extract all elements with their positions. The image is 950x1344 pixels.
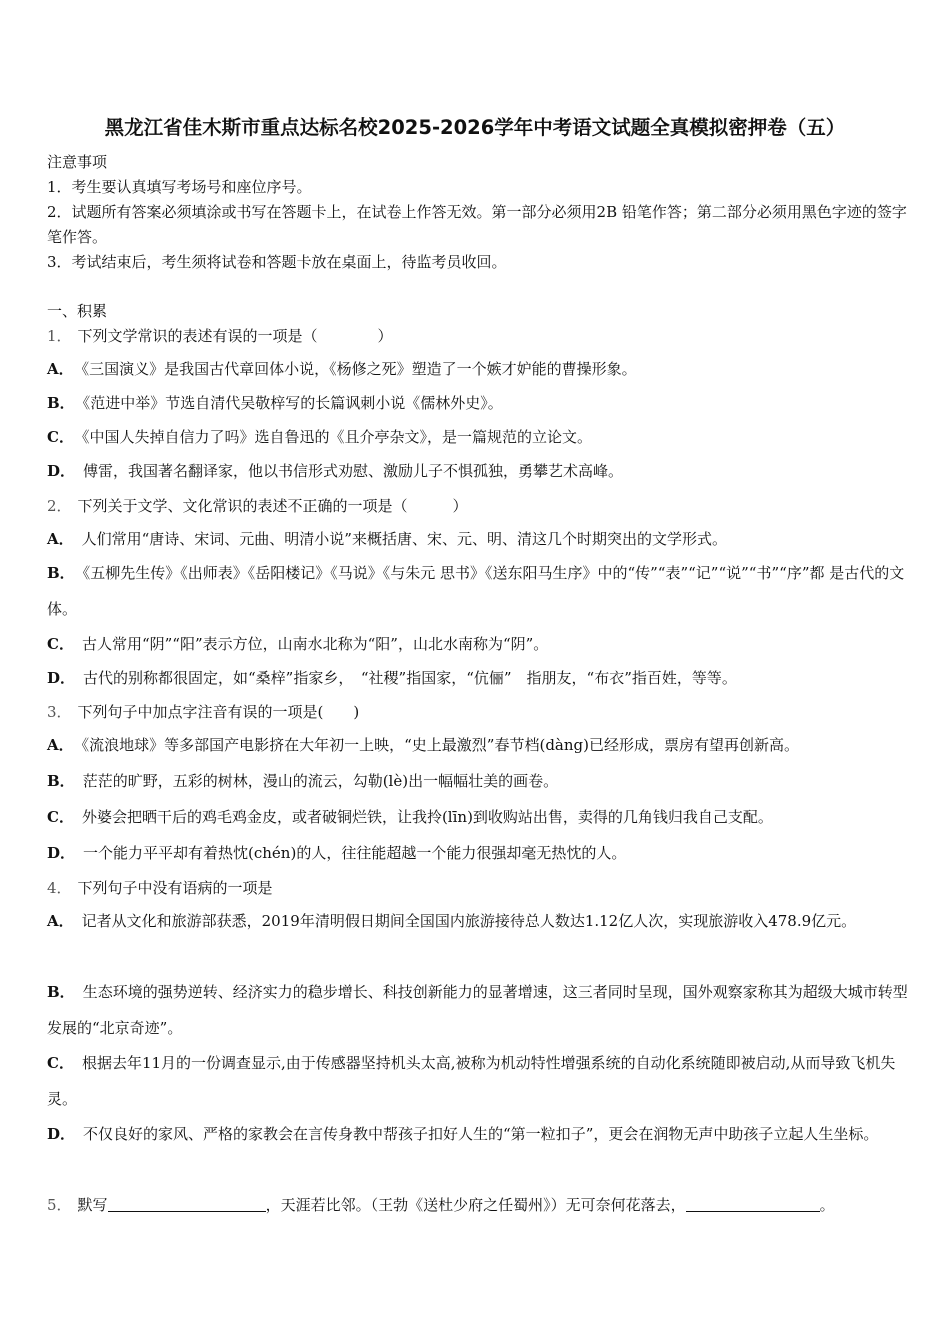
question-stem: 下列关于文学、文化常识的表述不正确的一项是（ ）: [77, 497, 468, 515]
option-2c: [47, 626, 909, 662]
question-number: 1．: [47, 327, 72, 345]
option-text: 根据去年11月的一份调查显示,由于传感器坚持机头太高,被称为机动特性增强系统的自动化系统随即被启动,从而导致飞机失灵。: [47, 1054, 896, 1108]
option-1b: [47, 385, 909, 421]
option-text: 傅雷，我国著名翻译家，他以书信形式劝慰、激励儿子不惧孤独，勇攀艺术高峰。: [83, 462, 624, 480]
answer-blank[interactable]: [108, 1195, 266, 1212]
option-text: 《流浪地球》等多部国产电影挤在大年初一上映，“史上最激烈”春节档(dàng)已经形成，票房有望再创新高。: [81, 736, 799, 754]
option-1c: [47, 419, 909, 455]
option-2b: [47, 555, 909, 627]
question-3: [47, 700, 909, 724]
option-text: 一个能力平平却有着热忱(chén)的人，往往能超越一个能力很强却毫无热忱的人。: [83, 844, 627, 862]
question-1: [47, 324, 909, 348]
option-text: 古人常用“阴”“阳”表示方位，山南水北称为“阳”，山北水南称为“阴”。: [81, 635, 549, 653]
option-3b: [47, 763, 909, 799]
option-label: D．: [47, 1125, 76, 1143]
option-label: D．: [47, 669, 76, 687]
option-text: 不仅良好的家风、严格的家教会在言传身教中帮孩子扣好人生的“第一粒扣子”，更会在润物无声中助孩子立起人生坐标。: [83, 1125, 879, 1143]
option-label: A．: [47, 912, 74, 930]
notice-heading: 注意事项: [47, 153, 108, 171]
option-text: 人们常用“唐诗、宋词、元曲、明清小说”来概括唐、宋、元、明、清这几个时期突出的文学形式。: [81, 530, 727, 548]
option-label: D．: [47, 844, 76, 862]
option-1a: [47, 351, 909, 387]
option-label: B．: [47, 564, 75, 582]
notice-item: 3．考试结束后，考生须将试卷和答题卡放在桌面上，待监考员收回。: [47, 253, 507, 271]
option-4d: [47, 1116, 909, 1152]
option-text: 记者从文化和旅游部获悉，2019年清明假日期间全国国内旅游接待总人数达1.12亿人次，实现旅游收入478.9亿元。: [81, 912, 857, 930]
option-1d: [47, 453, 909, 489]
option-text: 生态环境的强势逆转、经济实力的稳步增长、科技创新能力的显著增速，这三者同时呈现，国外观察家称其为超级大城市转型发展的“北京奇迹”。: [47, 983, 908, 1037]
option-text: 茫茫的旷野，五彩的树林，漫山的流云，勾勒(lè)出一幅幅壮美的画卷。: [82, 772, 559, 790]
question-stem: 下列句子中没有语病的一项是: [77, 879, 273, 897]
question-number: 5．: [47, 1196, 72, 1214]
option-label: D．: [47, 462, 76, 480]
page-title: 黑龙江省佳木斯市重点达标名校2025-2026学年中考语文试题全真模拟密押卷（五）: [104, 116, 846, 139]
question-stem-mid: ，天涯若比邻。（王勃《送杜少府之任蜀州》）无可奈何花落去，: [265, 1196, 686, 1214]
option-3a: [47, 727, 909, 763]
option-text: 外婆会把晒干后的鸡毛鸡金皮，或者破铜烂铁，让我拎(līn)到收购站出售，卖得的几角钱归我自己支配。: [81, 808, 773, 826]
option-text: 《三国演义》是我国古代章回体小说，《杨修之死》塑造了一个嫉才妒能的曹操形象。: [81, 360, 637, 378]
option-label: C．: [47, 1054, 74, 1072]
question-stem-end: 。: [819, 1196, 835, 1214]
option-4c: [47, 1045, 909, 1117]
option-text: 《五柳先生传》《出师表》《岳阳楼记》《马说》《与朱元 思书》《送东阳马生序》中的“传”“表”“记”“说”“书”“序”都 是古代的文体。: [47, 564, 905, 618]
notice-block: [47, 150, 909, 275]
question-number: 2．: [47, 497, 72, 515]
option-2a: [47, 521, 909, 557]
notice-item: 2．试题所有答案必须填涂或书写在答题卡上，在试卷上作答无效。第一部分必须用2B 铅笔作答；第二部分必须用黑色字迹的签字笔作答。: [47, 203, 907, 246]
section-heading: 一、积累: [47, 302, 108, 320]
question-stem-pre: 默写: [77, 1196, 108, 1214]
option-label: B．: [47, 772, 75, 790]
question-4: [47, 876, 909, 900]
question-stem: 下列文学常识的表述有误的一项是（ ）: [77, 327, 393, 345]
option-4a: [47, 903, 909, 939]
option-3d: [47, 835, 909, 871]
option-4b: [47, 974, 909, 1046]
question-2: [47, 494, 909, 518]
option-label: A．: [47, 530, 74, 548]
option-label: C．: [47, 808, 74, 826]
notice-item: 1．考生要认真填写考场号和座位序号。: [47, 178, 312, 196]
option-text: 古代的别称都很固定，如“桑梓”指家乡， “社稷”指国家，“伉俪” 指朋友，“布衣”指百姓，等等。: [83, 669, 737, 687]
option-text: 《中国人失掉自信力了吗》选自鲁迅的《且介亭杂文》，是一篇规范的立论文。: [81, 428, 592, 446]
question-5: [47, 1193, 909, 1217]
option-label: C．: [47, 635, 74, 653]
question-number: 3．: [47, 703, 72, 721]
question-stem: 下列句子中加点字注音有误的一项是( ): [77, 703, 360, 721]
option-2d: [47, 660, 909, 696]
option-label: B．: [47, 394, 75, 412]
option-label: B．: [47, 983, 75, 1001]
option-3c: [47, 799, 909, 835]
answer-blank[interactable]: [686, 1195, 820, 1212]
option-label: A．: [47, 736, 74, 754]
option-label: C．: [47, 428, 74, 446]
option-text: 《范进中举》节选自清代吴敬梓写的长篇讽刺小说《儒林外史》。: [82, 394, 503, 412]
option-label: A．: [47, 360, 74, 378]
question-number: 4．: [47, 879, 72, 897]
